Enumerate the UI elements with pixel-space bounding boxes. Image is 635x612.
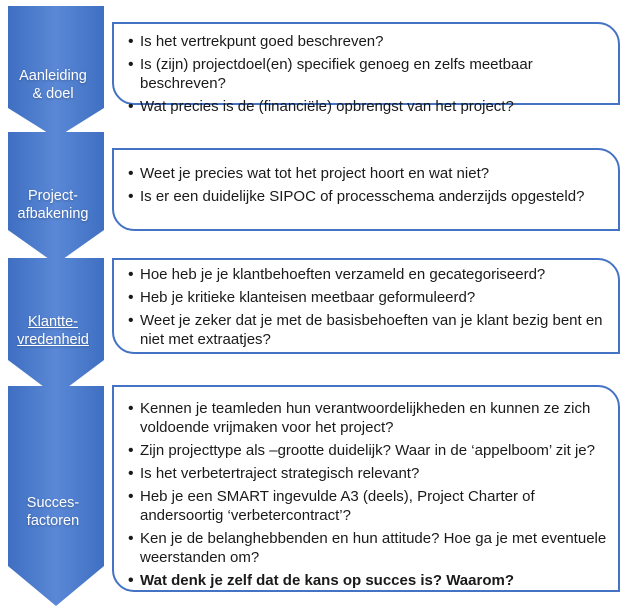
list-item: • Is het vertrekpunt goed beschreven? (128, 32, 618, 51)
step-label-projectafbakening: Project- afbakening (17, 188, 89, 222)
list-item: • Hoe heb je je klantbehoeften verzameld en gecategoriseerd? (128, 265, 618, 284)
list-item: • Ken je de belanghebbenden en hun attitude? Hoe ga je met eventuele weerstanden om? (128, 529, 618, 567)
list-item: • Weet je zeker dat je met de basisbehoeften van je klant bezig bent en niet met extraatjes? (128, 311, 618, 349)
list-item: • Weet je precies wat tot het project hoort en wat niet? (128, 164, 618, 183)
step-panel-projectafbakening (112, 148, 620, 231)
list-item: • Kennen je teamleden hun verantwoordelijkheden en kunnen ze zich voldoende vrijmaken voor het project? (128, 399, 618, 437)
list-item: • Wat precies is de (financiële) opbrengst van het project? (128, 97, 618, 116)
step-label-klanttevredenheid: Klantte- vredenheid (17, 314, 89, 348)
list-item-emphasis: • Wat denk je zelf dat de kans op succes is? Waarom? (128, 571, 618, 590)
step-label-aanleiding: Aanleiding & doel (19, 68, 87, 102)
step-label-succesfactoren: Succes- factoren (26, 495, 80, 529)
list-item: • Heb je een SMART ingevulde A3 (deels), Project Charter of andersoortig ‘verbetercontract’? (128, 487, 618, 525)
list-item: • Is (zijn) projectdoel(en) specifiek genoeg en zelfs meetbaar beschreven? (128, 55, 618, 93)
list-item: • Is er een duidelijke SIPOC of processchema anderzijds opgesteld? (128, 187, 618, 206)
step-panel-succesfactoren (112, 385, 620, 592)
step-panel-klanttevredenheid (112, 258, 620, 354)
list-item: • Heb je kritieke klanteisen meetbaar geformuleerd? (128, 288, 618, 307)
list-item: • Is het verbetertraject strategisch relevant? (128, 464, 618, 483)
list-item: • Zijn projecttype als –grootte duidelijk? Waar in de ‘appelboom’ zit je? (128, 441, 618, 460)
step-panel-aanleiding (112, 22, 620, 115)
